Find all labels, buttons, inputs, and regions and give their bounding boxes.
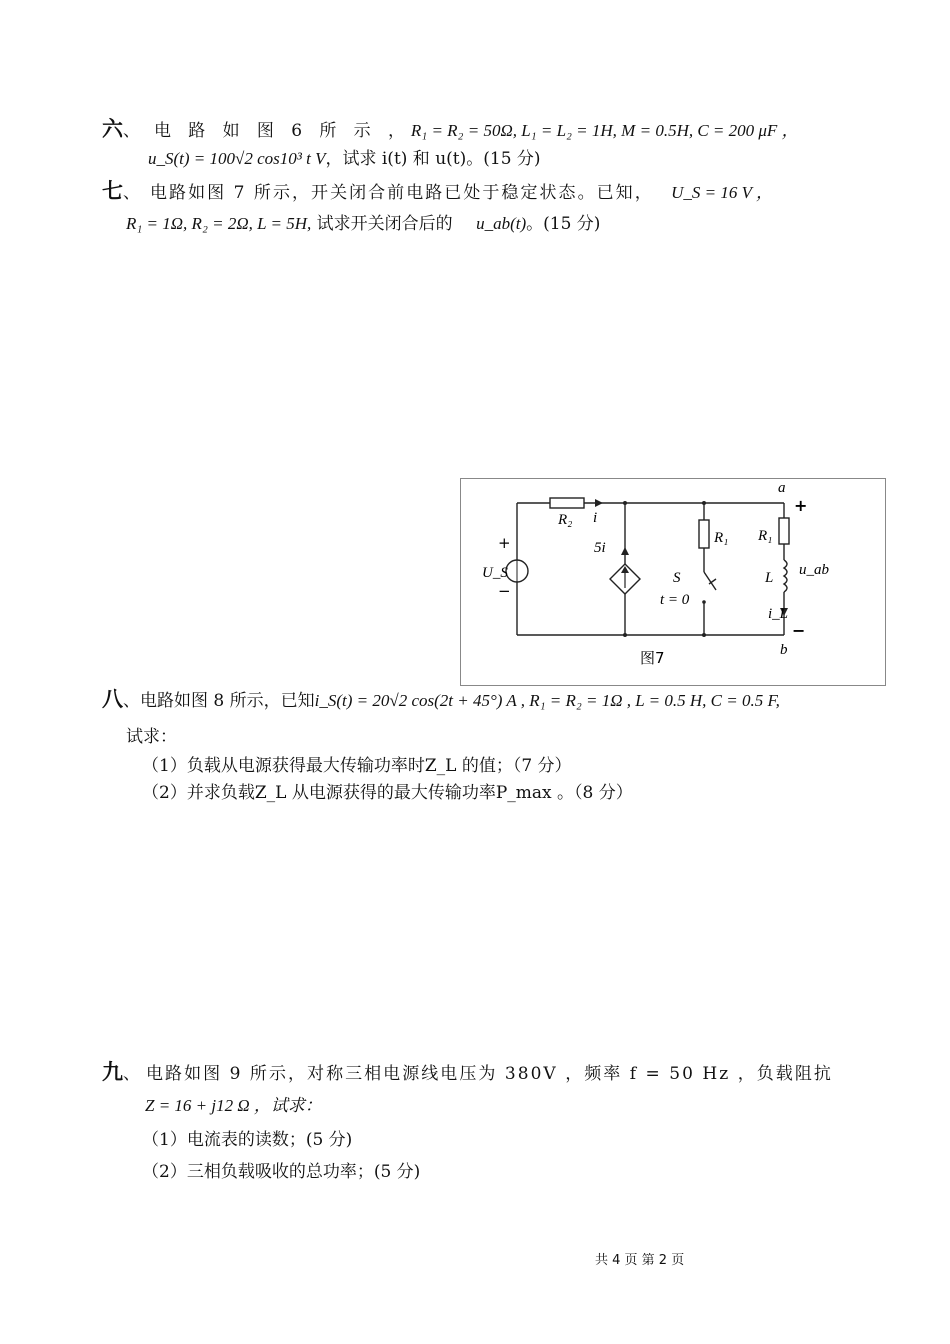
q6-line1 (102, 118, 799, 142)
q9-part2-text: （2）三相负载吸收的总功率；(5 分) (142, 1162, 421, 1182)
us-minus-label: − (498, 582, 511, 600)
q9-number: 九 (102, 1060, 123, 1084)
uab-plus-label: + (794, 496, 808, 515)
q7-intro: 电路如图 7 所示，开关闭合前电路已处于稳定状态。已知， (150, 183, 654, 203)
q7-given: R₁ = 1Ω, R₂ = 2Ω, L = 5H, (126, 214, 312, 233)
q6-source: u_S(t) = 100√2 cos10³ t V (148, 149, 326, 168)
page-footer: 共 4 页 第 2 页 (595, 1253, 685, 1268)
r1-mid-label: R₁ (714, 530, 729, 546)
q6-intro: 电 路 如 图 6 所 示 ， (154, 121, 411, 141)
r2-label: R₂ (558, 512, 573, 528)
q8-part1-text: （1）负载从电源获得最大传输功率时Z_L 的值；（7 分） (142, 756, 572, 776)
q8-given: i_S(t) = 20√2 cos(2t + 45°) A , R₁ = R₂ = 1Ω , L = 0.5 H, C = 0.5 F, (314, 691, 780, 710)
q7-uab: u_ab(t) (476, 214, 527, 233)
q6-given: R₁ = R₂ = 50Ω, L₁ = L₂ = 1H, M = 0.5H, C = 200 μF ， (410, 121, 799, 140)
us-label: U_S (482, 565, 508, 581)
q7-score: 。(15 分) (526, 214, 601, 234)
q8-intro: 电路如图 8 所示，已知 (140, 691, 315, 711)
q9-intro: 电路如图 9 所示，对称三相电源线电压为 380V ，频率 f = 50 Hz ，负载阻抗 (146, 1064, 833, 1084)
q7-line2 (126, 213, 600, 235)
q7-task: 试求开关闭合后的 (316, 214, 453, 234)
q9-sep: 、 (123, 1064, 140, 1084)
q8-line2 (126, 726, 177, 748)
q8-number: 八 (102, 687, 123, 711)
q8-ask: 试求： (126, 727, 177, 747)
q8-line1 (102, 688, 780, 712)
q6-number: 六 (102, 117, 123, 141)
q6-sep: 、 (123, 121, 140, 141)
cccs-label: 5i (594, 540, 606, 556)
us-plus-label: + (498, 534, 511, 552)
q9-part2 (142, 1161, 420, 1183)
q9-part1 (142, 1129, 352, 1151)
q6-task: ，试求 i(t) 和 u(t)。(15 分) (325, 149, 541, 169)
i-label: i (593, 510, 598, 526)
r2-resistor (550, 498, 584, 508)
uab-label: u_ab (799, 562, 829, 578)
q9-line2 (145, 1095, 322, 1117)
figure-caption: 图7 (640, 649, 665, 667)
r1-right-label: R₁ (758, 528, 773, 544)
r1-mid-resistor (699, 520, 709, 548)
q6-line2 (148, 148, 541, 170)
switch-label: S (673, 570, 681, 586)
r1-right-resistor (779, 518, 789, 544)
node-a-label: a (778, 480, 786, 496)
q7-line1 (102, 180, 773, 204)
q8-part2-text: （2）并求负载Z_L 从电源获得的最大传输功率P_max 。（8 分） (142, 783, 633, 803)
q9-line1 (102, 1061, 833, 1085)
l-label: L (765, 570, 774, 586)
q9-impedance: Z = 16 + j12 Ω ，试求： (145, 1096, 322, 1115)
il-label: i_L (768, 606, 789, 622)
uab-minus-label: − (792, 621, 806, 640)
q8-sep: 、 (123, 691, 140, 711)
q9-part1-text: （1）电流表的读数；(5 分) (142, 1130, 353, 1150)
q7-sep: 、 (123, 183, 140, 203)
q8-part1 (142, 755, 572, 777)
figure-7-circuit (460, 478, 886, 686)
q8-part2 (142, 782, 633, 804)
node-b-label: b (780, 642, 788, 658)
q7-us: U_S = 16 V ， (671, 183, 773, 202)
switch-time-label: t = 0 (660, 592, 690, 608)
q7-number: 七 (102, 179, 123, 203)
